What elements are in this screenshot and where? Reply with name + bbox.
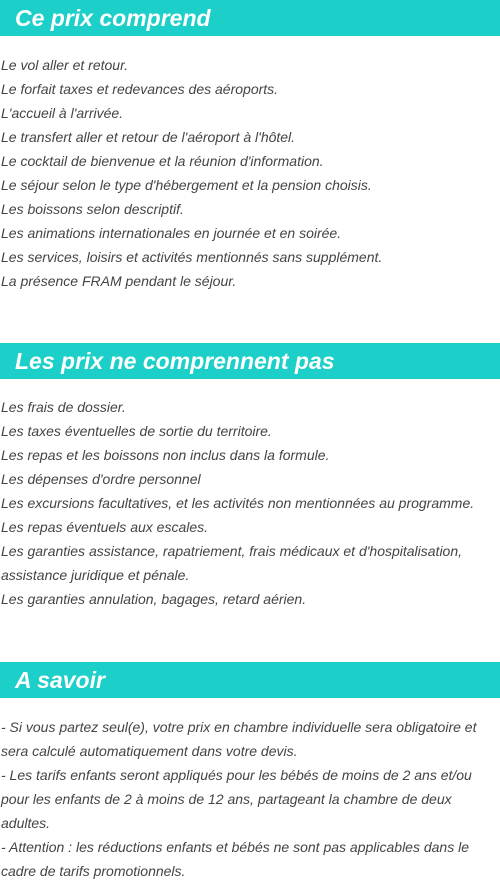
list-item: - Si vous partez seul(e), votre prix en chambre individuelle sera obligatoire et sera calculé automatiquement dans votre devis.	[1, 719, 477, 759]
list-item: Le cocktail de bienvenue et la réunion d'information.	[1, 153, 324, 169]
section-not-included	[0, 343, 500, 611]
list-item: Les animations internationales en journée et en soirée.	[1, 225, 342, 241]
section-title-not-included: Les prix ne comprennent pas	[0, 343, 500, 379]
list-item: L'accueil à l'arrivée.	[1, 105, 124, 121]
not-included-list	[0, 395, 500, 611]
list-item: Les repas éventuels aux escales.	[1, 519, 209, 535]
list-item: La présence FRAM pendant le séjour.	[1, 273, 237, 289]
list-item: Le séjour selon le type d'hébergement et la pension choisis.	[1, 177, 372, 193]
list-item: Le forfait taxes et redevances des aéroports.	[1, 81, 279, 97]
section-included	[0, 0, 500, 293]
list-item: Les frais de dossier.	[1, 399, 126, 415]
list-item: Les repas et les boissons non inclus dans la formule.	[1, 447, 330, 463]
list-item: - Attention : les réductions enfants et bébés ne sont pas applicables dans le cadre de tarifs promotionnels.	[1, 839, 470, 879]
section-title-included: Ce prix comprend	[0, 0, 500, 36]
list-item: Les excursions facultatives, et les activités non mentionnées au programme.	[1, 495, 475, 511]
list-item: Les services, loisirs et activités mentionnés sans supplément.	[1, 249, 383, 265]
section-title-good-to-know: A savoir	[0, 662, 500, 698]
included-list	[0, 53, 500, 293]
list-item: Le transfert aller et retour de l'aéroport à l'hôtel.	[1, 129, 296, 145]
list-item: Les garanties annulation, bagages, retard aérien.	[1, 591, 307, 607]
section-good-to-know	[0, 662, 500, 883]
list-item: Les taxes éventuelles de sortie du territoire.	[1, 423, 272, 439]
list-item: - Les tarifs enfants seront appliqués pour les bébés de moins de 2 ans et/ou pour les enfants de 2 à moins de 12 ans, partageant la chambre de deux adultes.	[1, 767, 472, 831]
good-to-know-list	[0, 715, 500, 883]
list-item: Les dépenses d'ordre personnel	[1, 471, 201, 487]
list-item: Le vol aller et retour.	[1, 57, 129, 73]
list-item: Les boissons selon descriptif.	[1, 201, 184, 217]
list-item: Les garanties assistance, rapatriement, frais médicaux et d'hospitalisation, assistance juridique et pénale.	[1, 543, 463, 583]
